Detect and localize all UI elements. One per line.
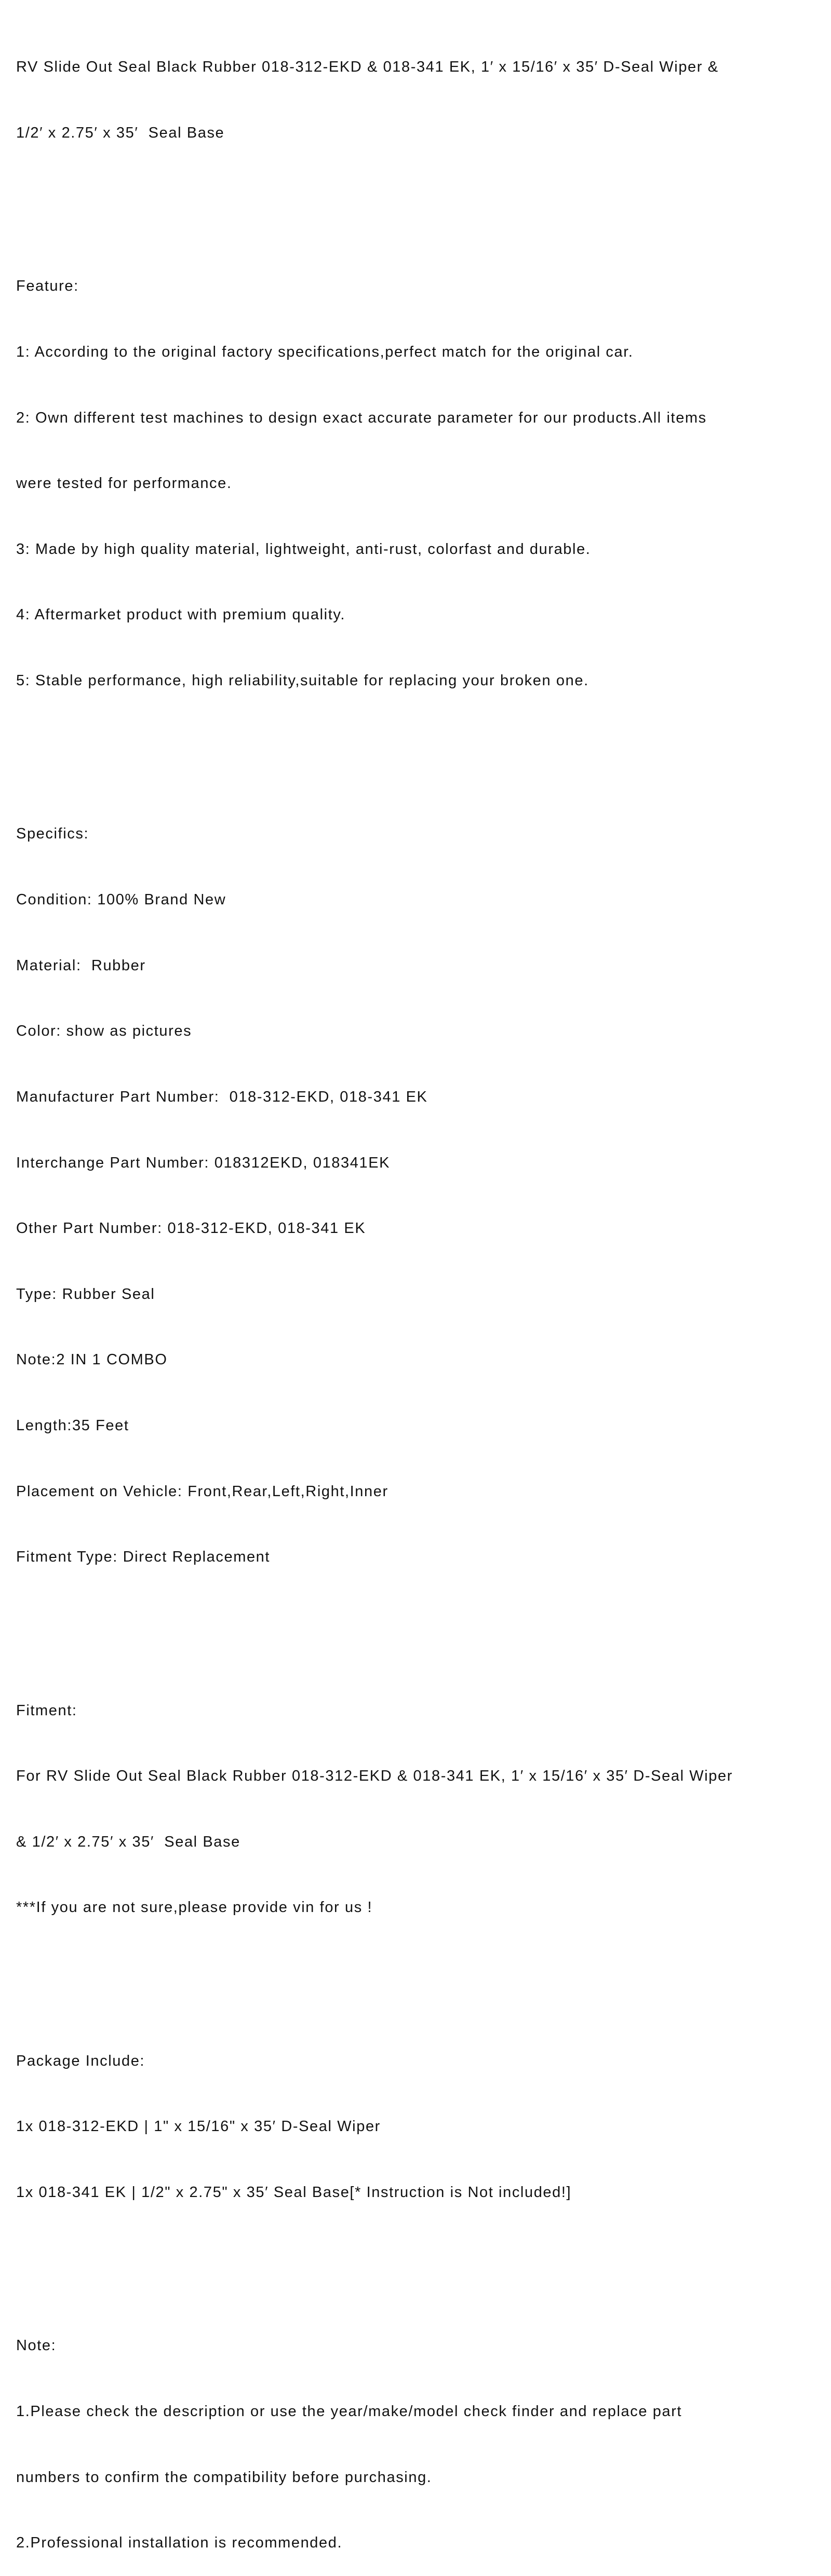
spec-material: Material: Rubber bbox=[16, 957, 146, 974]
note-item: numbers to confirm the compatibility before purchasing. bbox=[16, 2469, 432, 2486]
note-item: 1.Please check the description or use the year/make/model check finder and replace part bbox=[16, 2403, 682, 2420]
spec-interchange-part-number: Interchange Part Number: 018312EKD, 018341EK bbox=[16, 1154, 391, 1171]
feature-heading: Feature: bbox=[16, 278, 79, 295]
title-line-2: 1/2′ x 2.75′ x 35′ Seal Base bbox=[16, 125, 225, 142]
fitment-item: ***If you are not sure,please provide vin for us ! bbox=[16, 1899, 373, 1916]
fitment-item: & 1/2′ x 2.75′ x 35′ Seal Base bbox=[16, 1833, 240, 1850]
spacer bbox=[16, 188, 816, 210]
note-item: 2.Professional installation is recommended. bbox=[16, 2534, 343, 2552]
feature-item: 1: According to the original factory specifications,perfect match for the original car. bbox=[16, 344, 634, 361]
spec-placement: Placement on Vehicle: Front,Rear,Left,Right,Inner bbox=[16, 1483, 388, 1500]
spec-condition: Condition: 100% Brand New bbox=[16, 891, 226, 909]
feature-item: were tested for performance. bbox=[16, 475, 232, 492]
feature-item: 4: Aftermarket product with premium quality. bbox=[16, 606, 345, 623]
fitment-heading: Fitment: bbox=[16, 1702, 77, 1719]
spacer bbox=[16, 1612, 816, 1634]
feature-item: 3: Made by high quality material, lightweight, anti-rust, colorfast and durable. bbox=[16, 540, 591, 558]
spacer bbox=[16, 2247, 816, 2269]
feature-item: 5: Stable performance, high reliability,suitable for replacing your broken one. bbox=[16, 672, 589, 689]
package-heading: Package Include: bbox=[16, 2052, 145, 2069]
spec-fitment-type: Fitment Type: Direct Replacement bbox=[16, 1549, 271, 1566]
title-line-1: RV Slide Out Seal Black Rubber 018-312-EKD & 018-341 EK, 1′ x 15/16′ x 35′ D-Seal Wiper & bbox=[16, 59, 719, 76]
spec-manufacturer-part-number: Manufacturer Part Number: 018-312-EKD, 018-341 EK bbox=[16, 1088, 428, 1105]
specifics-heading: Specifics: bbox=[16, 825, 89, 843]
spec-type: Type: Rubber Seal bbox=[16, 1285, 155, 1303]
spacer bbox=[16, 736, 816, 757]
spacer bbox=[16, 1962, 816, 1984]
spec-other-part-number: Other Part Number: 018-312-EKD, 018-341 EK bbox=[16, 1220, 366, 1237]
spec-note: Note:2 IN 1 COMBO bbox=[16, 1351, 168, 1368]
spec-length: Length:35 Feet bbox=[16, 1417, 129, 1434]
package-item: 1x 018-312-EKD | 1" x 15/16" x 35′ D-Seal Wiper bbox=[16, 2118, 381, 2135]
fitment-item: For RV Slide Out Seal Black Rubber 018-312-EKD & 018-341 EK, 1′ x 15/16′ x 35′ D-Seal Wiper bbox=[16, 1768, 733, 1785]
spec-color: Color: show as pictures bbox=[16, 1023, 192, 1040]
note-heading: Note: bbox=[16, 2337, 57, 2354]
product-description bbox=[16, 12, 816, 2576]
package-item: 1x 018-341 EK | 1/2" x 2.75" x 35′ Seal Base[* Instruction is Not included!] bbox=[16, 2184, 572, 2201]
feature-item: 2: Own different test machines to design exact accurate parameter for our products.All items bbox=[16, 409, 707, 426]
